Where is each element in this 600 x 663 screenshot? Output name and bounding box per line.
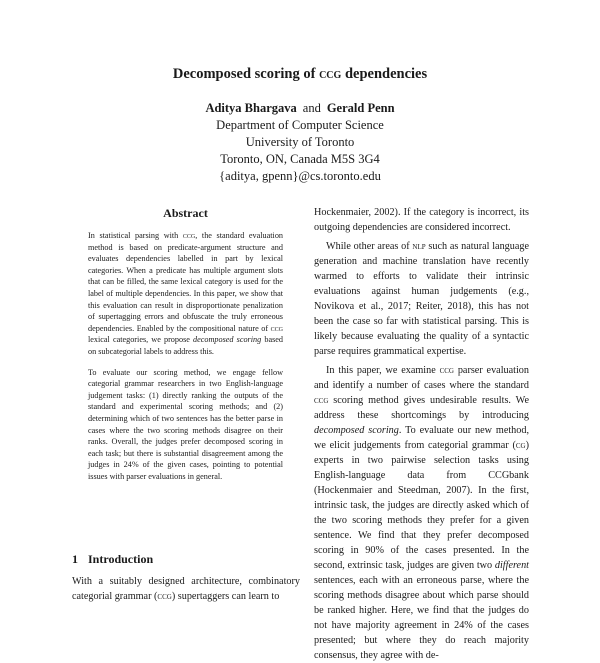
affiliation-department: Department of Computer Science — [216, 118, 384, 132]
author-names — [0, 100, 600, 117]
introduction-paragraph-1: With a suitably designed architecture, combinatory categorial grammar (ccg) supertaggers can learn to — [72, 576, 300, 602]
author-email[interactable]: {aditya, gpenn}@cs.toronto.edu — [219, 169, 381, 183]
affiliation-address: Toronto, ON, Canada M5S 3G4 — [220, 152, 380, 166]
author-block — [0, 100, 600, 185]
right-column-body — [314, 205, 529, 663]
affiliation-university: University of Toronto — [245, 135, 355, 149]
abstract-paragraph-1: In statistical parsing with ccg, the standard evaluation method is based on predicate-argument structure and evaluates dependencies labelled in part by lexical categories. When a predicate has multiple argument slots that can be filled, the same lexical category is used for the label of multiple dependencies. In this paper, we show that this evaluation can result in disproportionate penalization of supertagging errors and obfuscate the truly erroneous dependencies. Enabled by the compositional nature of ccg lexical categories, we propose decomposed scoring based on subcategorial labels to address this. — [88, 231, 284, 356]
author-1: Aditya Bhargava — [205, 101, 297, 115]
section-heading-introduction: 1 Introduction — [72, 552, 154, 566]
author-2: Gerald Penn — [326, 101, 395, 115]
abstract-paragraph-2: To evaluate our scoring method, we engage fellow categorial grammar researchers in two English-language judgement tasks: (1) directly ranking the outputs of the standard and experimental scoring methods; and (2) determining which of two sentences has the better parse in cases where the two scoring methods disagree on their ranks. Overall, the judges prefer decomposed scoring in each task; but there is substantial disagreement among the judges in 24% of the given cases, pointing to potential issues with parser evaluations in general. — [88, 367, 283, 481]
right-paragraph-3: In this paper, we examine ccg parser evaluation and identify a number of cases where the standard ccg scoring method gives undesirable results. We address these shortcomings by introducing decomposed scoring. To evaluate our new method, we elicit judgements from categorial grammar (cg) experts in two pairwise selection tasks using English-language data from CCGbank (Hockenmaier and Steedman, 2007). In the first, intrinsic task, the judges are directly asked which of the two scoring methods they prefer for a given sentence. We find that they prefer decomposed scoring in 90% of the cases presented. In the second, extrinsic task, judges are given two different sentences, each with an erroneous parse, where the scoring methods disagree about which parse should be ranked higher. Here, we find that the judges do not have majority agreement in 24% of the cases presented; but where they do reach majority consensus, they agree with de- — [314, 365, 529, 661]
right-paragraph-2: While other areas of nlp such as natural language generation and machine translation have recently warmed to efforts to validate their intrinsic evaluations against human judgements (e.g., Novikova et al., 2017; Reiter, 2018), this has not been the case so far with statistical parsing. This is likely because evaluating the quality of a syntactic parse requires grammatical expertise. — [314, 241, 529, 357]
paper-title: Decomposed scoring of ccg dependencies — [172, 66, 428, 82]
author-conjunction: and — [302, 101, 321, 115]
abstract-body — [88, 230, 283, 482]
right-paragraph-1: Hockenmaier, 2002). If the category is incorrect, its outgoing dependencies are considered incorrect. — [314, 207, 529, 233]
abstract-heading: Abstract — [163, 206, 208, 220]
